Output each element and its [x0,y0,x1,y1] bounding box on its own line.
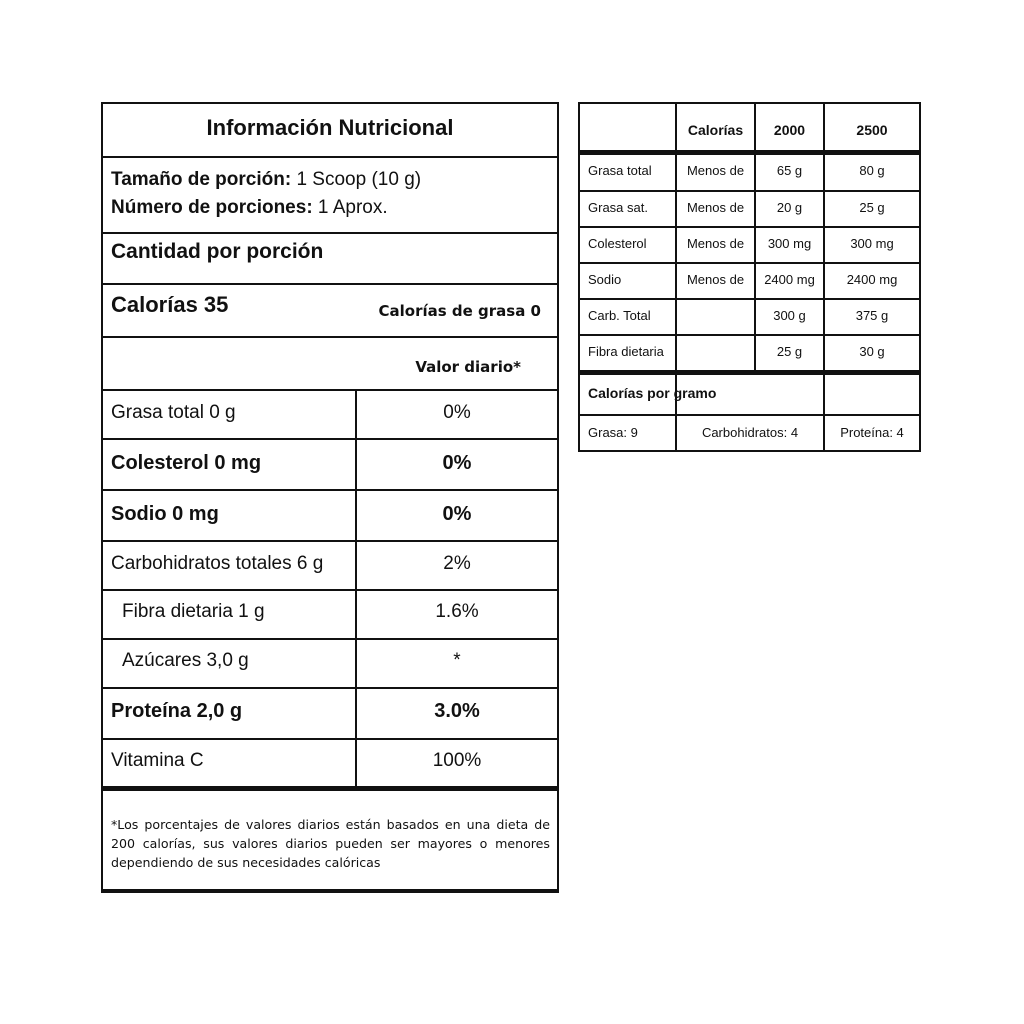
serving-size-value: 1 Scoop (10 g) [291,169,422,190]
ref-value-2000: 300 mg [767,236,812,251]
nutrient-row [103,640,557,689]
ref-qualifier: Menos de [686,236,745,251]
nutrient-label: Azúcares 3,0 g [122,650,249,671]
ref-value-2000: 20 g [776,200,803,215]
ref-qualifier: Menos de [686,163,745,178]
nutrient-value: 2% [355,542,557,589]
serving-info [103,158,557,234]
nutrient-row [103,740,557,791]
ref-nutrient-label: Grasa sat. [588,200,648,215]
serving-size-label: Tamaño de porción: [111,169,292,190]
ref-value-2000: 2400 mg [764,272,815,287]
row-divider [580,414,919,416]
calories-from-fat: Calorías de grasa 0 [378,302,541,320]
nutrition-facts-panel [101,102,559,893]
ref-value-2500: 300 mg [850,236,894,251]
row-divider [580,262,919,264]
nutrient-value: * [355,640,557,687]
ref-value-2000: 25 g [776,344,803,359]
nutrient-label: Sodio 0 mg [111,503,219,525]
per-gram-carbs: Carbohidratos: 4 [701,425,799,440]
row-divider [580,150,919,155]
ref-nutrient-label: Fibra dietaria [588,344,664,359]
footnote: *Los porcentajes de valores diarios están basados en una dieta de 200 calorías, sus valores diarios pueden ser mayores o menores dependiendo de sus necesidades calóricas [111,817,550,870]
nutrient-label: Carbohidratos totales 6 g [111,553,324,574]
ref-value-2500: 30 g [859,344,885,359]
header-calories: Calorías [687,122,744,138]
ref-nutrient-label: Sodio [588,272,622,287]
ref-nutrient-label: Grasa total [588,163,652,178]
serving-size-line [111,166,549,194]
servings-line [111,194,549,222]
nutrient-row [103,440,557,491]
servings-label: Número de porciones: [111,197,313,218]
row-divider [580,334,919,336]
nutrient-value: 0% [355,440,557,489]
panel-title: Información Nutricional [103,104,557,158]
nutrient-row [103,591,557,640]
nutrient-value: 1.6% [355,591,557,638]
per-gram-title: Calorías por gramo [588,385,717,401]
ref-value-2500: 375 g [855,308,889,323]
daily-values-reference-table [578,102,921,452]
ref-value-2000: 300 g [773,308,806,323]
header-2000: 2000 [773,122,806,138]
nutrient-value: 0% [355,391,557,438]
nutrient-row [103,391,557,440]
per-gram-fat: Grasa: 9 [588,425,638,440]
nutrient-label: Vitamina C [111,750,204,771]
ref-nutrient-label: Colesterol [588,236,647,251]
row-divider [580,370,919,375]
servings-value: 1 Aprox. [312,197,388,218]
nutrient-row [103,491,557,542]
row-divider [580,226,919,228]
per-gram-protein: Proteína: 4 [840,425,904,440]
row-divider [580,298,919,300]
nutrient-label: Colesterol 0 mg [111,452,262,474]
daily-value-header [103,338,557,391]
ref-qualifier: Menos de [686,272,745,287]
nutrient-value: 100% [355,740,557,786]
daily-value-label: Valor diario* [415,358,521,376]
nutrient-label: Proteína 2,0 g [111,700,243,722]
nutrient-value: 3.0% [355,689,557,738]
nutrient-row [103,542,557,591]
ref-nutrient-label: Carb. Total [588,308,651,323]
ref-value-2500: 2400 mg [846,272,898,287]
ref-value-2000: 65 g [776,163,803,178]
nutrient-value: 0% [355,491,557,540]
amount-per-serving: Cantidad por porción [103,234,557,285]
ref-value-2500: 25 g [859,200,885,215]
calories-row [103,285,557,338]
nutrient-row [103,689,557,740]
ref-qualifier: Menos de [686,200,745,215]
calories-total: Calorías 35 [111,292,229,317]
header-2500: 2500 [856,122,888,138]
nutrient-label: Fibra dietaria 1 g [122,601,265,622]
row-divider [580,190,919,192]
nutrient-label: Grasa total 0 g [111,402,236,423]
ref-value-2500: 80 g [859,163,885,178]
